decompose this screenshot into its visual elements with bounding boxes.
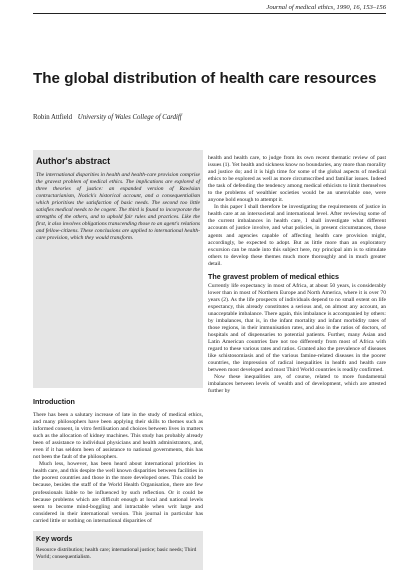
keywords-box xyxy=(33,531,203,570)
introduction-body xyxy=(33,412,203,525)
keywords-text: Resource distribution; health care; international justice; basic needs; Third World; consequentialism. xyxy=(36,546,197,560)
abstract-box xyxy=(33,150,203,388)
gravest-problem-heading: The gravest problem of medical ethics xyxy=(208,271,340,281)
author-affiliation: University of Wales College of Cardiff xyxy=(77,114,182,121)
right-column xyxy=(208,155,386,396)
right-paragraph-2: In this paper I shall therefore be investigating the requirements of justice in health care at an intersocietal and international level. After reviewing some of the current imbalances in health care, I shall investigate what different accounts of justice involve, and what policies, in present circumstances, those agents and agencies capable of affecting health care provision might, accordingly, be expected to adopt. But as little more than an exploratory excursion can be made into this subject here, my principal aim is to stimulate others to develop these themes much more thoroughly and in much greater detail. xyxy=(208,204,386,267)
gravest-problem-body xyxy=(208,283,386,396)
keywords-heading: Key words xyxy=(36,533,73,543)
left-column xyxy=(33,150,203,570)
journal-citation: Journal of medical ethics, 1990, 16, 153–156 xyxy=(266,4,386,11)
right-paragraph-1: health and health care, to judge from its own recent thematic review of past issues (1). Yet health and sickness know no boundaries, any more than morality and justice do; and it is high time for some of the global aspects of medical ethics to be explored as well as more circumscribed and familiar issues. Indeed the task of defending the tendency among medical ethicists to limit themselves to the problems of wealthier societies would be an unenviable one, were anyone bold enough to attempt it. xyxy=(208,155,386,204)
author-name: Robin Attfield xyxy=(33,114,73,121)
abstract-text: The international disparities in health and health-care provision comprise the gravest problem of medical ethics. The implications are explored of three theories of justice: an expanded version of Rawlsian contractarianism, Nozick's historical account, and a consequentialism which prioritises the satisfaction of basic needs. The second too little satisfies medical needs to be cogent. The third is found to incorporate the strengths of the others, and to uphold fair rules and practices. Like the first, it also involves obligations transcending those to an agent's relations and fellow-citizens. These conclusions are applied to international health-care provision, which they would transform. xyxy=(36,172,200,242)
header-rule xyxy=(33,13,386,14)
article-title: The global distribution of health care resources xyxy=(33,70,377,87)
abstract-heading: Author's abstract xyxy=(36,156,111,166)
author-line xyxy=(33,114,182,121)
introduction-heading: Introduction xyxy=(33,397,75,406)
introduction-paragraph-1: There has been a salutary increase of late in the study of medical ethics, and many philosophers have been applying their skills to themes such as informed consent, in vitro fertilisation and choices between lives in matters such as the allocation of kidney machines. This study has probably already been of assistance to individual physicians and health administrators, and, even if it has seldom been of assistance to national governments, this has not been the fault of the philosophers. xyxy=(33,412,203,461)
introduction-paragraph-2: Much less, however, has been heard about international priorities in health care, and this despite the well known disparities between facilities in the poorest countries and those in the more developed ones. This could be because, besides the staff of the World Health Organisation, there are few professionals liable to be influenced by such reflection. Or it could be because problems which are difficult enough at local and national levels seem to become mind-boggling and intractable when writ large and considered in their international version. This journal in particular has carried little or nothing on international disparities of xyxy=(33,461,203,524)
right-column-body xyxy=(208,155,386,268)
gravest-paragraph-2: Now these inequalities are, of course, related to more fundamental imbalances between levels of wealth and of development, which are attested further by xyxy=(208,374,386,395)
gravest-paragraph-1: Currently life expectancy in most of Africa, at about 50 years, is considerably lower than in most of Northern Europe and North America, where it is over 70 years (2). As the life prospects of individuals depend to no small extent on life expectancy, this already constitutes a serious and, on almost any account, an unacceptable imbalance. There again, this imbalance is accompanied by others: by imbalances, that is, in the infant mortality and infant morbidity rates of those regions, in their immunisation rates, and also in the ratios of doctors, of hospitals and of dispensaries to potential patients. Further, many Asian and Latin American countries fare not too differently from most of Africa with regard to these various rates and ratios. Granted also the prevalence of diseases like schistosomiasis and of the various famine-related diseases in the poorer countries, the impression of radical inequalities in health and health care between most developed and most Third World countries is readily confirmed. xyxy=(208,282,386,374)
